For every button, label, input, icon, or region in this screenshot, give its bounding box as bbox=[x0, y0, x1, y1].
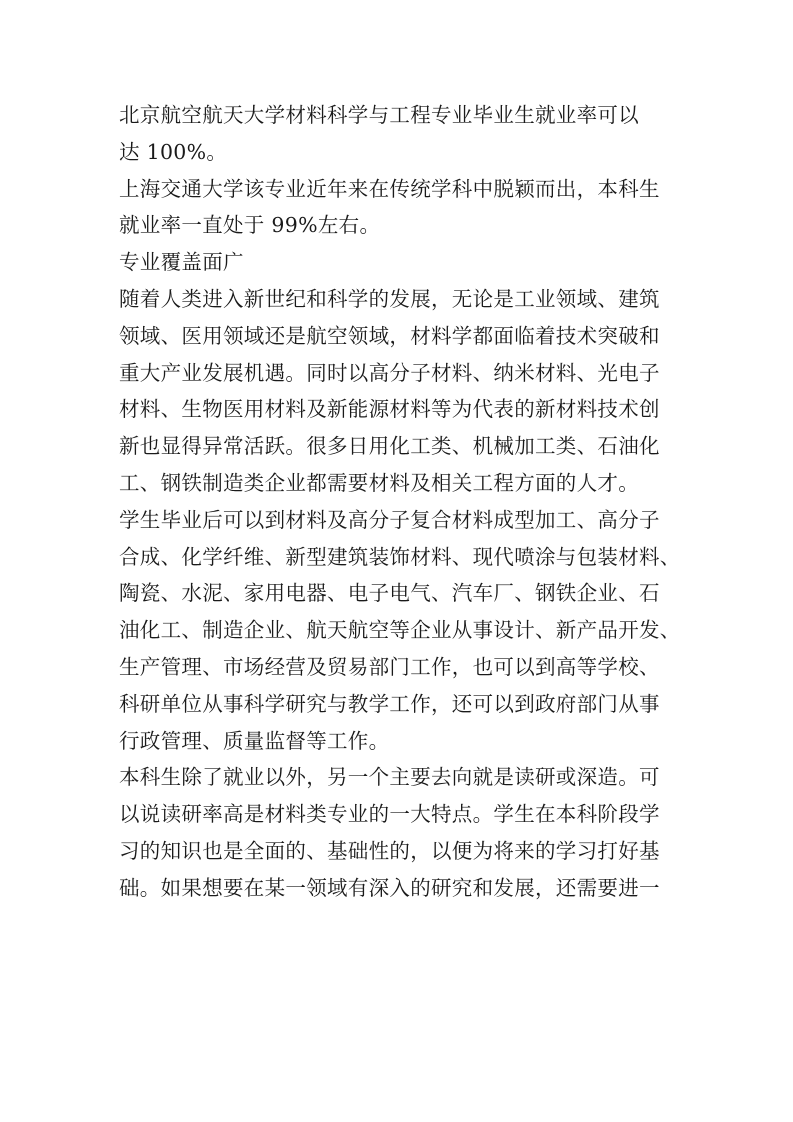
text-line: 陶瓷、水泥、家用电器、电子电气、汽车厂、钢铁企业、石 bbox=[119, 581, 660, 606]
text-line: 工、钢铁制造类企业都需要材料及相关工程方面的人才。 bbox=[119, 470, 639, 495]
text-line: 生产管理、市场经营及贸易部门工作，也可以到高等学校、 bbox=[119, 654, 660, 679]
text-line: 合成、化学纤维、新型建筑装饰材料、现代喷涂与包装材料、 bbox=[119, 544, 681, 569]
text-line: 上海交通大学该专业近年来在传统学科中脱颖而出，本科生 bbox=[119, 176, 660, 201]
section-heading: 专业覆盖面广 bbox=[119, 250, 244, 275]
text-line: 习的知识也是全面的、基础性的，以便为将来的学习打好基 bbox=[119, 838, 660, 863]
text-line: 油化工、制造企业、航天航空等企业从事设计、新产品开发、 bbox=[119, 618, 681, 643]
text-line: 就业率一直处于 99%左右。 bbox=[119, 213, 381, 238]
text-line: 领域、医用领域还是航空领域，材料学都面临着技术突破和 bbox=[119, 323, 660, 348]
text-line: 达 100%。 bbox=[119, 139, 228, 164]
text-line: 新也显得异常活跃。很多日用化工类、机械加工类、石油化 bbox=[119, 434, 660, 459]
text-line: 随着人类进入新世纪和科学的发展，无论是工业领域、建筑 bbox=[119, 286, 660, 311]
text-line: 北京航空航天大学材料科学与工程专业毕业生就业率可以 bbox=[119, 103, 639, 127]
text-line: 重大产业发展机遇。同时以高分子材料、纳米材料、光电子 bbox=[119, 360, 660, 385]
text-line: 础。如果想要在某一领域有深入的研究和发展，还需要进一 bbox=[119, 875, 660, 900]
document-body bbox=[119, 97, 682, 907]
text-line: 科研单位从事科学研究与教学工作，还可以到政府部门从事 bbox=[119, 691, 660, 716]
text-line: 本科生除了就业以外，另一个主要去向就是读研或深造。可 bbox=[119, 765, 660, 790]
text-line: 以说读研率高是材料类专业的一大特点。学生在本科阶段学 bbox=[119, 802, 660, 827]
text-line: 行政管理、质量监督等工作。 bbox=[119, 728, 390, 753]
text-line: 学生毕业后可以到材料及高分子复合材料成型加工、高分子 bbox=[119, 507, 660, 532]
text-line: 材料、生物医用材料及新能源材料等为代表的新材料技术创 bbox=[119, 397, 660, 422]
